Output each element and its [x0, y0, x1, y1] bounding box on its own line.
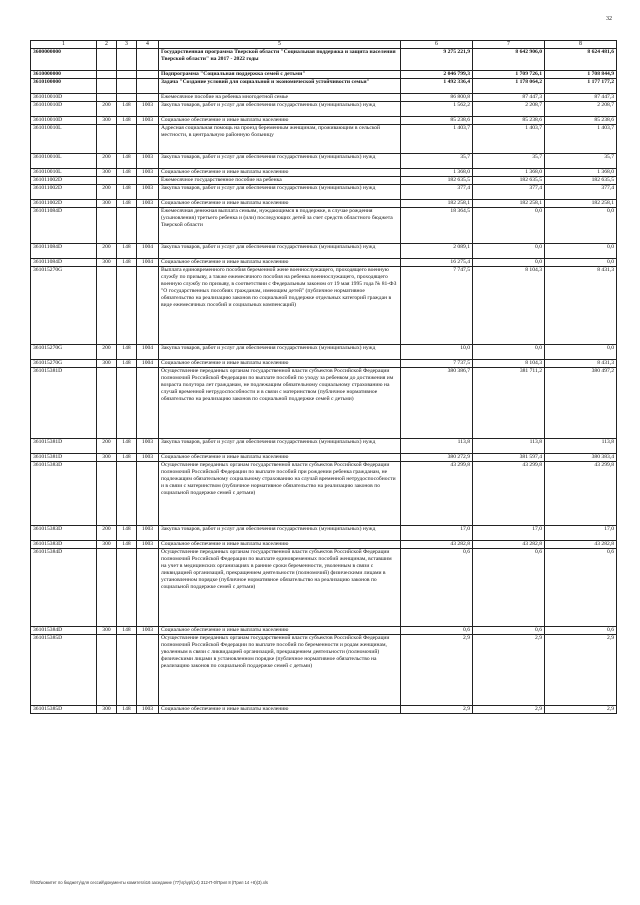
column-header: 6: [401, 41, 473, 49]
amount-2020-cell: 86 800,8: [401, 94, 473, 102]
amount-2021-cell: 43 282,8: [473, 541, 545, 549]
amount-2021-cell: 85 238,6: [473, 117, 545, 125]
amount-2020-cell: 182 258,1: [401, 200, 473, 208]
amount-2022-cell: 0,0: [545, 259, 617, 267]
target-code-cell: 361015383D: [31, 541, 97, 549]
expense-type-cell: [97, 94, 117, 102]
expense-type-cell: 300: [97, 200, 117, 208]
amount-2022-cell: 17,0: [545, 526, 617, 541]
section-code-cell: 1004: [137, 345, 159, 360]
expense-type-cell: 200: [97, 154, 117, 169]
description-cell: Закупка товаров, работ и услуг для обеспечения государственных (муниципальных) нужд: [159, 526, 401, 541]
section-code-cell: [137, 208, 159, 244]
ministry-code-cell: 148: [117, 541, 137, 549]
ministry-code-cell: 148: [117, 454, 137, 462]
ministry-code-cell: [117, 177, 137, 185]
ministry-code-cell: 148: [117, 706, 137, 714]
target-code-cell: 361011002D: [31, 177, 97, 185]
section-code-cell: [137, 125, 159, 154]
description-cell: Социальное обеспечение и иные выплаты населению: [159, 454, 401, 462]
amount-2020-cell: 0,6: [401, 627, 473, 635]
page-number: 32: [606, 16, 612, 22]
table-row: [31, 117, 617, 125]
section-code-cell: 1003: [137, 154, 159, 169]
amount-2021-cell: 8 104,3: [473, 267, 545, 345]
section-code-cell: 1003: [137, 200, 159, 208]
table-row: [31, 345, 617, 360]
ministry-code-cell: [117, 635, 137, 706]
table-row: [31, 635, 617, 706]
amount-2020-cell: 9 275 221,9: [401, 49, 473, 71]
ministry-code-cell: [117, 368, 137, 439]
section-code-cell: [137, 79, 159, 94]
expense-type-cell: [97, 71, 117, 79]
section-code-cell: 1003: [137, 169, 159, 177]
amount-2020-cell: 7 747,5: [401, 267, 473, 345]
section-code-cell: 1004: [137, 259, 159, 267]
table-row: [31, 549, 617, 627]
expense-type-cell: [97, 177, 117, 185]
ministry-code-cell: 148: [117, 154, 137, 169]
target-code-cell: 361010010D: [31, 94, 97, 102]
section-code-cell: [137, 549, 159, 627]
table-row: [31, 541, 617, 549]
amount-2021-cell: 2,9: [473, 635, 545, 706]
expense-type-cell: 200: [97, 526, 117, 541]
ministry-code-cell: [117, 49, 137, 71]
table-row: [31, 125, 617, 154]
target-code-cell: 361015384D: [31, 627, 97, 635]
amount-2021-cell: 1 709 726,1: [473, 71, 545, 79]
description-cell: Осуществление переданных органам государственной власти субъектов Российской Федерации полномочий Российской Федерации по выплате пособий при рождении ребенка гражданам, не подлежащим обязательному социальному страхованию на случай временной нетрудоспособности и в связи с материнством (публичное нормативное обязательство на реализацию законов по социальной поддержке семей с детьми): [159, 462, 401, 526]
amount-2020-cell: 85 238,6: [401, 117, 473, 125]
ministry-code-cell: [117, 71, 137, 79]
amount-2022-cell: 8 624 481,6: [545, 49, 617, 71]
expense-type-cell: 300: [97, 706, 117, 714]
amount-2021-cell: 0,0: [473, 345, 545, 360]
section-code-cell: [137, 177, 159, 185]
target-code-cell: 361015381D: [31, 439, 97, 454]
section-code-cell: 1003: [137, 526, 159, 541]
target-code-cell: 361010010L: [31, 154, 97, 169]
target-code-cell: 3600000000: [31, 49, 97, 71]
file-path-footer: \\fs02\комитет по бюджету\для сессий\документы комитета\16 заседание (77)\гр\ур\(14) 312-П-0\Прил 8 (Прил 14 +8)(3).xls: [30, 880, 268, 885]
amount-2022-cell: 0,6: [545, 549, 617, 627]
amount-2020-cell: 2,9: [401, 706, 473, 714]
column-header: 8: [545, 41, 617, 49]
expense-type-cell: [97, 368, 117, 439]
expense-type-cell: 300: [97, 627, 117, 635]
amount-2021-cell: 0,6: [473, 627, 545, 635]
expense-type-cell: [97, 635, 117, 706]
table-row: [31, 267, 617, 345]
amount-2021-cell: 0,6: [473, 549, 545, 627]
target-code-cell: 361011084D: [31, 208, 97, 244]
amount-2022-cell: 2,9: [545, 706, 617, 714]
target-code-cell: 361015381D: [31, 368, 97, 439]
target-code-cell: 3610000000: [31, 71, 97, 79]
amount-2022-cell: 380 497,2: [545, 368, 617, 439]
ministry-code-cell: [117, 125, 137, 154]
expense-type-cell: [97, 49, 117, 71]
expense-type-cell: [97, 125, 117, 154]
target-code-cell: 361010010D: [31, 102, 97, 117]
description-cell: Задача "Создание условий для социальной и экономической устойчивости семьи": [159, 79, 401, 94]
table-row: [31, 49, 617, 71]
amount-2021-cell: 2,9: [473, 706, 545, 714]
expense-type-cell: 300: [97, 169, 117, 177]
description-cell: Закупка товаров, работ и услуг для обеспечения государственных (муниципальных) нужд: [159, 185, 401, 200]
section-code-cell: 1003: [137, 541, 159, 549]
section-code-cell: [137, 94, 159, 102]
amount-2021-cell: 35,7: [473, 154, 545, 169]
section-code-cell: [137, 267, 159, 345]
amount-2020-cell: 2 089,1: [401, 244, 473, 259]
table-row: [31, 200, 617, 208]
table-row: [31, 94, 617, 102]
expense-type-cell: [97, 462, 117, 526]
amount-2020-cell: 380 386,7: [401, 368, 473, 439]
description-cell: Закупка товаров, работ и услуг для обеспечения государственных (муниципальных) нужд: [159, 244, 401, 259]
ministry-code-cell: 148: [117, 439, 137, 454]
amount-2021-cell: 87 447,3: [473, 94, 545, 102]
description-cell: Закупка товаров, работ и услуг для обеспечения государственных (муниципальных) нужд: [159, 154, 401, 169]
amount-2020-cell: 1 492 336,4: [401, 79, 473, 94]
amount-2020-cell: 0,6: [401, 549, 473, 627]
table-row: [31, 244, 617, 259]
amount-2021-cell: 2 208,7: [473, 102, 545, 117]
amount-2021-cell: 17,0: [473, 526, 545, 541]
amount-2020-cell: 1 562,2: [401, 102, 473, 117]
amount-2021-cell: 182 258,1: [473, 200, 545, 208]
amount-2021-cell: 0,0: [473, 259, 545, 267]
table-row: [31, 462, 617, 526]
budget-table: [30, 40, 617, 714]
amount-2020-cell: 377,4: [401, 185, 473, 200]
target-code-cell: 361011084D: [31, 259, 97, 267]
description-cell: Осуществление переданных органам государственной власти субъектов Российской Федерации полномочий Российской Федерации по выплате пособий по беременности и родам женщинам, уволенным в связи с ликвидацией организаций, прекращением деятельности (полномочий) физическими лицами в установленном порядке (публичное нормативное обязательство на реализацию законов по социальной поддержке семей с детьми): [159, 635, 401, 706]
amount-2020-cell: 10,0: [401, 345, 473, 360]
amount-2022-cell: 87 447,3: [545, 94, 617, 102]
section-code-cell: [137, 71, 159, 79]
expense-type-cell: 300: [97, 541, 117, 549]
expense-type-cell: 300: [97, 259, 117, 267]
ministry-code-cell: 148: [117, 627, 137, 635]
table-row: [31, 169, 617, 177]
target-code-cell: 361011084D: [31, 244, 97, 259]
ministry-code-cell: [117, 208, 137, 244]
amount-2020-cell: 17,0: [401, 526, 473, 541]
table-row: [31, 706, 617, 714]
amount-2020-cell: 380 272,9: [401, 454, 473, 462]
amount-2020-cell: 16 275,4: [401, 259, 473, 267]
amount-2021-cell: 1 178 064,2: [473, 79, 545, 94]
column-header: 7: [473, 41, 545, 49]
section-code-cell: 1003: [137, 102, 159, 117]
section-code-cell: 1003: [137, 439, 159, 454]
table-row: [31, 526, 617, 541]
description-cell: Государственная программа Тверской области "Социальная поддержка и защита населения Тверской области" на 2017 - 2022 годы: [159, 49, 401, 71]
amount-2020-cell: 2,9: [401, 635, 473, 706]
expense-type-cell: 300: [97, 360, 117, 368]
table-row: [31, 259, 617, 267]
description-cell: Закупка товаров, работ и услуг для обеспечения государственных (муниципальных) нужд: [159, 439, 401, 454]
amount-2020-cell: 35,7: [401, 154, 473, 169]
section-code-cell: 1003: [137, 117, 159, 125]
description-cell: Ежемесячное пособие на ребенка многодетной семье: [159, 94, 401, 102]
amount-2021-cell: 8 642 906,0: [473, 49, 545, 71]
amount-2022-cell: 1 177 177,2: [545, 79, 617, 94]
amount-2022-cell: 2 208,7: [545, 102, 617, 117]
ministry-code-cell: 148: [117, 259, 137, 267]
table-row: [31, 439, 617, 454]
target-code-cell: 361011002D: [31, 185, 97, 200]
table-row: [31, 368, 617, 439]
target-code-cell: 361015270G: [31, 345, 97, 360]
target-code-cell: 361015385D: [31, 635, 97, 706]
amount-2022-cell: 182 635,5: [545, 177, 617, 185]
ministry-code-cell: [117, 462, 137, 526]
table-header-row: [31, 41, 617, 49]
description-cell: Социальное обеспечение и иные выплаты населению: [159, 360, 401, 368]
description-cell: Социальное обеспечение и иные выплаты населению: [159, 117, 401, 125]
amount-2021-cell: 8 104,3: [473, 360, 545, 368]
amount-2022-cell: 43 282,8: [545, 541, 617, 549]
amount-2022-cell: 35,7: [545, 154, 617, 169]
table-row: [31, 627, 617, 635]
ministry-code-cell: 148: [117, 244, 137, 259]
target-code-cell: 361015383D: [31, 526, 97, 541]
amount-2022-cell: 182 258,1: [545, 200, 617, 208]
target-code-cell: 361015270G: [31, 267, 97, 345]
target-code-cell: 3610100000: [31, 79, 97, 94]
description-cell: Закупка товаров, работ и услуг для обеспечения государственных (муниципальных) нужд: [159, 345, 401, 360]
ministry-code-cell: 148: [117, 102, 137, 117]
description-cell: Социальное обеспечение и иные выплаты населению: [159, 627, 401, 635]
section-code-cell: [137, 462, 159, 526]
amount-2020-cell: 43 282,8: [401, 541, 473, 549]
table-row: [31, 454, 617, 462]
table-row: [31, 102, 617, 117]
description-cell: Осуществление переданных органам государственной власти субъектов Российской Федерации полномочий Российской Федерации по выплате единовременных пособий женщинам, вставшим на учет в медицинских организациях в ранние сроки беременности, уволенным в связи с ликвидацией организаций, прекращением деятельности (полномочий) физическими лицами в установленном порядке (публичное нормативное обязательство на реализацию законов по социальной поддержке семей с детьми): [159, 549, 401, 627]
amount-2022-cell: 85 238,6: [545, 117, 617, 125]
description-cell: Адресная социальная помощь на проезд беременным женщинам, проживающим в сельской местности, в центральную районную больницу: [159, 125, 401, 154]
section-code-cell: 1004: [137, 244, 159, 259]
amount-2022-cell: 1 403,7: [545, 125, 617, 154]
amount-2020-cell: 7 737,5: [401, 360, 473, 368]
expense-type-cell: [97, 267, 117, 345]
column-header: 5: [159, 41, 401, 49]
description-cell: Выплата единовременного пособия беременной жене военнослужащего, проходящего военную службу по призыву, а также ежемесячного пособия на ребенка военнослужащего, проходящего военную службу по призыву, в соответствии с Федеральным законом от 19 мая 1995 года № 81-ФЗ "О государственных пособиях гражданам, имеющим детей" (публичное нормативное обязательство на реализацию законов по социальной поддержке отдельных категорий граждан в виде ежемесячных пособий и социальных компенсаций): [159, 267, 401, 345]
amount-2022-cell: 0,0: [545, 244, 617, 259]
amount-2021-cell: 0,0: [473, 244, 545, 259]
target-code-cell: 361015383D: [31, 462, 97, 526]
amount-2021-cell: 113,8: [473, 439, 545, 454]
amount-2022-cell: 8 431,3: [545, 360, 617, 368]
description-cell: Ежемесячное государственное пособие на ребенка: [159, 177, 401, 185]
ministry-code-cell: 148: [117, 185, 137, 200]
section-code-cell: 1004: [137, 360, 159, 368]
amount-2022-cell: 0,0: [545, 345, 617, 360]
ministry-code-cell: [117, 79, 137, 94]
section-code-cell: 1003: [137, 706, 159, 714]
description-cell: Социальное обеспечение и иные выплаты населению: [159, 541, 401, 549]
amount-2022-cell: 380 383,4: [545, 454, 617, 462]
amount-2022-cell: 0,6: [545, 627, 617, 635]
amount-2020-cell: 18 364,5: [401, 208, 473, 244]
section-code-cell: 1003: [137, 627, 159, 635]
table-row: [31, 360, 617, 368]
amount-2021-cell: 381 597,4: [473, 454, 545, 462]
amount-2022-cell: 1 368,0: [545, 169, 617, 177]
amount-2020-cell: 113,8: [401, 439, 473, 454]
description-cell: Ежемесячная денежная выплата семьям, нуждающимся в поддержке, в случае рождения (усыновления) третьего ребенка и (или) последующих детей за счет средств областного бюджета Тверской области: [159, 208, 401, 244]
amount-2022-cell: 2,9: [545, 635, 617, 706]
ministry-code-cell: 148: [117, 200, 137, 208]
amount-2022-cell: 113,8: [545, 439, 617, 454]
amount-2022-cell: 377,4: [545, 185, 617, 200]
target-code-cell: 361015270G: [31, 360, 97, 368]
amount-2020-cell: 2 046 799,3: [401, 71, 473, 79]
expense-type-cell: 200: [97, 345, 117, 360]
amount-2021-cell: 43 299,8: [473, 462, 545, 526]
amount-2021-cell: 1 403,7: [473, 125, 545, 154]
column-header: 1: [31, 41, 97, 49]
section-code-cell: 1003: [137, 454, 159, 462]
expense-type-cell: 200: [97, 102, 117, 117]
description-cell: Социальное обеспечение и иные выплаты населению: [159, 706, 401, 714]
description-cell: Социальное обеспечение и иные выплаты населению: [159, 169, 401, 177]
expense-type-cell: 300: [97, 117, 117, 125]
ministry-code-cell: 148: [117, 360, 137, 368]
column-header: 4: [137, 41, 159, 49]
table-row: [31, 208, 617, 244]
amount-2022-cell: 0,0: [545, 208, 617, 244]
table-row: [31, 154, 617, 169]
target-code-cell: 361015384D: [31, 549, 97, 627]
ministry-code-cell: [117, 267, 137, 345]
ministry-code-cell: 148: [117, 526, 137, 541]
amount-2022-cell: 43 299,8: [545, 462, 617, 526]
amount-2020-cell: 1 368,0: [401, 169, 473, 177]
expense-type-cell: [97, 549, 117, 627]
amount-2021-cell: 182 635,5: [473, 177, 545, 185]
table-row: [31, 177, 617, 185]
ministry-code-cell: 148: [117, 117, 137, 125]
ministry-code-cell: [117, 549, 137, 627]
amount-2021-cell: 381 711,2: [473, 368, 545, 439]
expense-type-cell: 300: [97, 454, 117, 462]
target-code-cell: 361010010L: [31, 125, 97, 154]
description-cell: Социальное обеспечение и иные выплаты населению: [159, 200, 401, 208]
description-cell: Осуществление переданных органам государственной власти субъектов Российской Федерации полномочий Российской Федерации по выплате пособий по уходу за ребенком до достижения им возраста полутора лет гражданам, не подлежащим обязательному социальному страхованию на случай временной нетрудоспособности и в связи с материнством (публичное нормативное обязательство на реализацию законов по социальной поддержке семей с детьми): [159, 368, 401, 439]
target-code-cell: 361011002D: [31, 200, 97, 208]
amount-2021-cell: 1 368,0: [473, 169, 545, 177]
table-row: [31, 185, 617, 200]
amount-2021-cell: 0,0: [473, 208, 545, 244]
target-code-cell: 361015385D: [31, 706, 97, 714]
ministry-code-cell: [117, 94, 137, 102]
column-header: 3: [117, 41, 137, 49]
column-header: 2: [97, 41, 117, 49]
expense-type-cell: 200: [97, 244, 117, 259]
target-code-cell: 361010010D: [31, 117, 97, 125]
target-code-cell: 361015381D: [31, 454, 97, 462]
section-code-cell: [137, 635, 159, 706]
description-cell: Социальное обеспечение и иные выплаты населению: [159, 259, 401, 267]
section-code-cell: [137, 49, 159, 71]
amount-2020-cell: 43 299,8: [401, 462, 473, 526]
description-cell: Закупка товаров, работ и услуг для обеспечения государственных (муниципальных) нужд: [159, 102, 401, 117]
expense-type-cell: [97, 208, 117, 244]
section-code-cell: 1003: [137, 185, 159, 200]
amount-2020-cell: 1 403,7: [401, 125, 473, 154]
target-code-cell: 361010010L: [31, 169, 97, 177]
expense-type-cell: [97, 79, 117, 94]
ministry-code-cell: 148: [117, 169, 137, 177]
section-code-cell: [137, 368, 159, 439]
table-row: [31, 79, 617, 94]
expense-type-cell: 200: [97, 185, 117, 200]
description-cell: Подпрограмма "Социальная поддержка семей с детьми": [159, 71, 401, 79]
amount-2022-cell: 8 431,3: [545, 267, 617, 345]
amount-2021-cell: 377,4: [473, 185, 545, 200]
amount-2022-cell: 1 708 844,9: [545, 71, 617, 79]
expense-type-cell: 200: [97, 439, 117, 454]
amount-2020-cell: 182 635,5: [401, 177, 473, 185]
ministry-code-cell: 148: [117, 345, 137, 360]
table-row: [31, 71, 617, 79]
